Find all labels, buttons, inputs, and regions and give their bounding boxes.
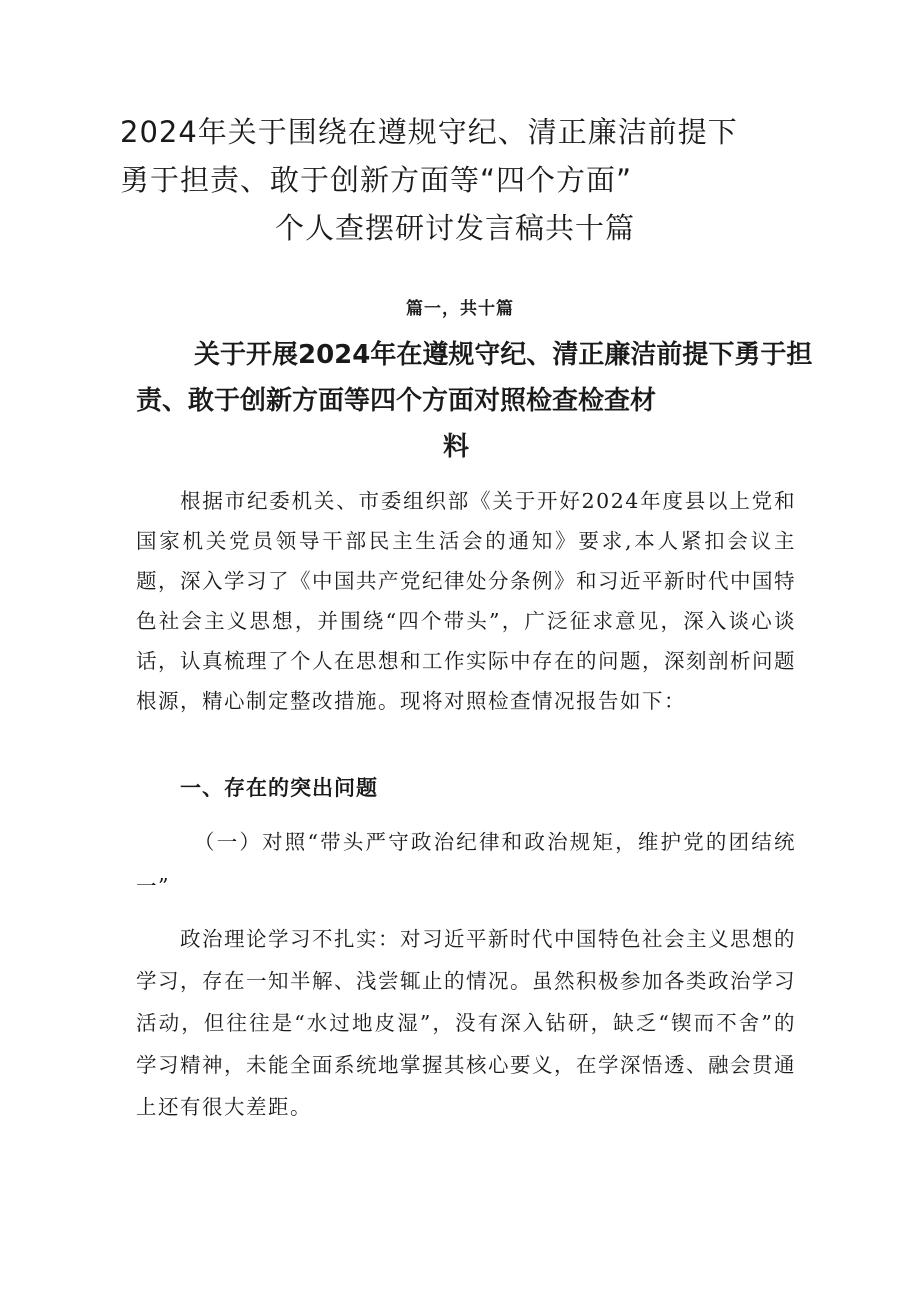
- title-line-3: 个人查摆研讨发言稿共十篇: [274, 211, 635, 245]
- section-title-line-3: 料: [442, 432, 469, 462]
- heading-problems: 一、存在的突出问题: [180, 776, 378, 800]
- part-label: 篇一，共十篇: [406, 299, 514, 319]
- section-title-line-1: 关于开展2024年在遵规守纪、清正廉洁前提下勇于担: [194, 340, 813, 370]
- paragraph-subheading: （一）对照“带头严守政治纪律和政治规矩，维护党的团结统一”: [136, 830, 796, 898]
- title-line-1: 2024年关于围绕在遵规守纪、清正廉洁前提下: [120, 115, 738, 149]
- section-title: [136, 332, 813, 470]
- section-title-line-2: 责、敢于创新方面等四个方面对照检查检查材: [136, 386, 657, 416]
- title-line-2: 勇于担责、敢于创新方面等“四个方面”: [120, 163, 633, 197]
- paragraph-intro: 根据市纪委机关、市委组织部《关于开好2024年度县以上党和国家机关党员领导干部民主生活会的通知》要求,本人紧扣会议主题，深入学习了《中国共产党纪律处分条例》和习近平新时代中国特色社会主义思想，并围绕“四个带头”，广泛征求意见，深入谈心谈话，认真梳理了个人在思想和工作实际中存在的问题，深刻剖析问题根源，精心制定整改措施。现将对照检查情况报告如下：: [136, 489, 796, 713]
- document-title: [120, 108, 810, 252]
- paragraph-political-study: 政治理论学习不扎实：对习近平新时代中国特色社会主义思想的学习，存在一知半解、浅尝辄止的情况。虽然积极参加各类政治学习活动，但往往是“水过地皮湿”，没有深入钻研，缺乏“锲而不舍”的学习精神，未能全面系统地掌握其核心要义，在学深悟透、融会贯通上还有很大差距。: [136, 927, 796, 1119]
